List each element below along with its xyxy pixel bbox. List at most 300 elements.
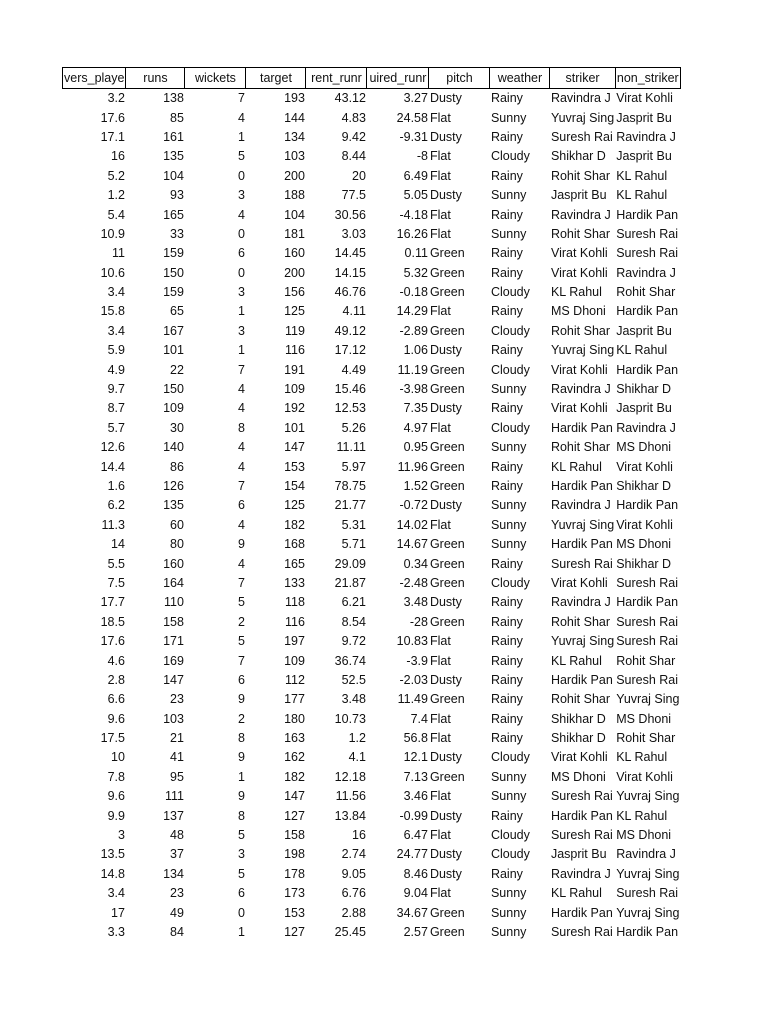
table-cell[interactable]: 4 bbox=[238, 401, 245, 416]
table-cell[interactable]: Rohit Shar bbox=[550, 168, 611, 183]
column-header[interactable] bbox=[615, 68, 680, 89]
table-cell[interactable]: 25.45 bbox=[334, 924, 366, 939]
table-cell[interactable]: 125 bbox=[284, 498, 305, 513]
table-cell[interactable]: Rainy bbox=[490, 866, 523, 881]
table-cell[interactable]: Dusty bbox=[429, 498, 462, 513]
table-cell[interactable]: 169 bbox=[163, 653, 184, 668]
table-cell[interactable]: Dusty bbox=[429, 847, 462, 862]
table-cell[interactable]: Virat Kohli bbox=[616, 459, 673, 474]
table-cell[interactable]: Virat Kohli bbox=[550, 750, 608, 765]
table-cell[interactable]: 6 bbox=[238, 672, 245, 687]
table-cell[interactable]: Green bbox=[429, 692, 465, 707]
table-cell[interactable]: Virat Kohli bbox=[550, 265, 608, 280]
table-cell[interactable]: Rainy bbox=[490, 91, 523, 106]
table-cell[interactable]: Ravindra J bbox=[550, 498, 611, 513]
table-cell[interactable]: 5.32 bbox=[403, 265, 428, 280]
table-cell[interactable]: 3.4 bbox=[107, 886, 125, 901]
table-cell[interactable]: 11.19 bbox=[397, 362, 428, 377]
table-cell[interactable]: Hardik Pan bbox=[616, 924, 679, 939]
table-cell[interactable]: 10.9 bbox=[100, 226, 125, 241]
table-cell[interactable]: Hardik Pan bbox=[616, 595, 679, 610]
table-cell[interactable]: Green bbox=[429, 905, 465, 920]
table-cell[interactable]: Rainy bbox=[490, 459, 523, 474]
table-cell[interactable]: Yuvraj Sing bbox=[550, 634, 615, 649]
column-header[interactable] bbox=[63, 68, 126, 89]
table-cell[interactable]: 24.58 bbox=[396, 110, 428, 125]
table-cell[interactable]: Flat bbox=[429, 828, 451, 843]
table-cell[interactable]: 16.26 bbox=[396, 226, 428, 241]
table-cell[interactable]: Ravindra J bbox=[616, 129, 676, 144]
table-cell[interactable]: Yuvraj Sing bbox=[616, 692, 680, 707]
table-cell[interactable]: Flat bbox=[429, 304, 451, 319]
table-cell[interactable]: 10 bbox=[111, 750, 125, 765]
table-cell[interactable]: Dusty bbox=[429, 343, 462, 358]
table-cell[interactable]: 6.21 bbox=[341, 595, 366, 610]
table-cell[interactable]: 5.7 bbox=[107, 420, 125, 435]
table-cell[interactable]: 147 bbox=[284, 440, 305, 455]
table-cell[interactable]: Rainy bbox=[490, 343, 523, 358]
table-cell[interactable]: Shikhar D bbox=[550, 731, 606, 746]
table-cell[interactable]: Hardik Pan bbox=[550, 808, 613, 823]
table-cell[interactable]: Rainy bbox=[490, 265, 523, 280]
table-cell[interactable]: 17.7 bbox=[100, 595, 125, 610]
table-cell[interactable]: 0.34 bbox=[403, 556, 428, 571]
table-cell[interactable]: Dusty bbox=[429, 129, 462, 144]
table-cell[interactable]: Yuvraj Sing bbox=[616, 866, 680, 881]
table-cell[interactable]: 161 bbox=[163, 129, 184, 144]
table-cell[interactable]: 37 bbox=[170, 847, 184, 862]
table-cell[interactable]: MS Dhoni bbox=[550, 769, 606, 784]
table-cell[interactable]: 5.31 bbox=[341, 517, 366, 532]
table-cell[interactable]: 126 bbox=[163, 479, 184, 493]
table-cell[interactable]: 3.46 bbox=[403, 789, 428, 804]
table-cell[interactable]: 7 bbox=[238, 653, 245, 668]
table-cell[interactable]: Ravindra J bbox=[550, 207, 611, 222]
table-cell[interactable]: -0.72 bbox=[399, 498, 428, 513]
table-cell[interactable]: 2.57 bbox=[403, 924, 428, 939]
table-cell[interactable]: 14.4 bbox=[100, 459, 125, 474]
table-cell[interactable]: 1 bbox=[238, 343, 245, 358]
table-cell[interactable]: -0.99 bbox=[399, 808, 428, 823]
table-cell[interactable]: Flat bbox=[429, 711, 451, 726]
table-cell[interactable]: 4.11 bbox=[342, 304, 366, 319]
table-cell[interactable]: 8.46 bbox=[403, 866, 428, 881]
table-cell[interactable]: 125 bbox=[284, 304, 305, 319]
table-cell[interactable]: 34.67 bbox=[396, 905, 428, 920]
table-cell[interactable]: Green bbox=[429, 440, 465, 455]
table-cell[interactable]: 160 bbox=[163, 556, 184, 571]
table-cell[interactable]: 165 bbox=[284, 556, 305, 571]
table-cell[interactable]: Sunny bbox=[490, 498, 527, 513]
table-cell[interactable]: 49.12 bbox=[334, 323, 366, 338]
table-cell[interactable]: Green bbox=[429, 285, 465, 300]
table-cell[interactable]: 5.26 bbox=[341, 420, 366, 435]
table-cell[interactable]: 6 bbox=[238, 498, 245, 513]
table-cell[interactable]: 7 bbox=[238, 575, 245, 590]
table-cell[interactable]: Rohit Shar bbox=[550, 614, 611, 629]
table-cell[interactable]: 6.6 bbox=[107, 692, 125, 707]
table-cell[interactable]: Hardik Pan bbox=[550, 479, 613, 493]
table-cell[interactable]: 127 bbox=[284, 808, 305, 823]
table-cell[interactable]: Rainy bbox=[490, 168, 523, 183]
table-cell[interactable]: Rainy bbox=[490, 711, 523, 726]
table-cell[interactable]: Ravindra J bbox=[616, 847, 676, 862]
table-cell[interactable]: 110 bbox=[164, 595, 184, 610]
table-cell[interactable]: 160 bbox=[284, 246, 305, 261]
table-cell[interactable]: 6.76 bbox=[341, 886, 366, 901]
table-cell[interactable]: 7.4 bbox=[410, 711, 428, 726]
table-cell[interactable]: KL Rahul bbox=[550, 285, 602, 300]
table-cell[interactable]: Hardik Pan bbox=[550, 537, 613, 552]
table-cell[interactable]: 178 bbox=[284, 866, 305, 881]
table-cell[interactable]: Sunny bbox=[490, 924, 527, 939]
table-cell[interactable]: Sunny bbox=[490, 226, 527, 241]
table-cell[interactable]: 8 bbox=[238, 808, 245, 823]
table-cell[interactable]: Dusty bbox=[429, 808, 462, 823]
table-cell[interactable]: 144 bbox=[284, 110, 305, 125]
table-cell[interactable]: KL Rahul bbox=[550, 886, 602, 901]
table-cell[interactable]: 4.9 bbox=[107, 362, 125, 377]
table-cell[interactable]: 78.75 bbox=[334, 479, 366, 493]
table-cell[interactable]: Green bbox=[429, 246, 465, 261]
table-cell[interactable]: 182 bbox=[284, 769, 305, 784]
table-cell[interactable]: 12.18 bbox=[334, 769, 366, 784]
table-cell[interactable]: 153 bbox=[284, 905, 305, 920]
table-cell[interactable]: 46.76 bbox=[334, 285, 366, 300]
table-cell[interactable]: Suresh Rai bbox=[550, 828, 613, 843]
table-cell[interactable]: 23 bbox=[170, 692, 184, 707]
table-cell[interactable]: Rainy bbox=[490, 653, 523, 668]
table-cell[interactable]: Rainy bbox=[490, 401, 523, 416]
table-cell[interactable]: 3.3 bbox=[107, 924, 125, 939]
table-cell[interactable]: 22 bbox=[170, 362, 184, 377]
table-cell[interactable]: 7 bbox=[238, 362, 245, 377]
table-cell[interactable]: 103 bbox=[163, 711, 184, 726]
table-cell[interactable]: 8.44 bbox=[341, 149, 366, 164]
table-cell[interactable]: Suresh Rai bbox=[616, 575, 679, 590]
table-cell[interactable]: 15.46 bbox=[334, 382, 366, 397]
table-cell[interactable]: 14.8 bbox=[100, 866, 125, 881]
table-cell[interactable]: 9.42 bbox=[341, 129, 366, 144]
table-cell[interactable]: Sunny bbox=[490, 905, 527, 920]
table-cell[interactable]: Flat bbox=[429, 168, 451, 183]
table-cell[interactable]: 13.5 bbox=[100, 847, 125, 862]
table-cell[interactable]: 147 bbox=[163, 672, 184, 687]
table-cell[interactable]: 191 bbox=[284, 362, 305, 377]
table-cell[interactable]: Jasprit Bu bbox=[616, 323, 672, 338]
table-cell[interactable]: Shikhar D bbox=[550, 711, 606, 726]
table-cell[interactable]: 3 bbox=[238, 188, 245, 203]
table-cell[interactable]: 43.12 bbox=[334, 91, 366, 106]
table-cell[interactable]: Rainy bbox=[490, 479, 523, 493]
table-cell[interactable]: 101 bbox=[284, 420, 305, 435]
table-cell[interactable]: Sunny bbox=[490, 188, 527, 203]
table-cell[interactable]: Green bbox=[429, 323, 465, 338]
table-cell[interactable]: 17.6 bbox=[100, 110, 125, 125]
table-cell[interactable]: Cloudy bbox=[490, 828, 530, 843]
table-cell[interactable]: 119 bbox=[285, 323, 305, 338]
table-cell[interactable]: 2 bbox=[238, 711, 245, 726]
table-cell[interactable]: 3 bbox=[118, 828, 125, 843]
table-cell[interactable]: Cloudy bbox=[490, 323, 530, 338]
table-cell[interactable]: Ravindra J bbox=[550, 382, 611, 397]
table-cell[interactable]: 167 bbox=[163, 323, 184, 338]
table-cell[interactable]: 200 bbox=[284, 168, 305, 183]
table-cell[interactable]: 20 bbox=[352, 168, 366, 183]
table-cell[interactable]: 8 bbox=[238, 420, 245, 435]
table-cell[interactable]: 192 bbox=[284, 401, 305, 416]
table-cell[interactable]: Ravindra J bbox=[550, 91, 611, 106]
table-cell[interactable]: 9.04 bbox=[403, 886, 428, 901]
table-cell[interactable]: Hardik Pan bbox=[616, 207, 679, 222]
table-cell[interactable]: -8 bbox=[416, 149, 428, 164]
table-cell[interactable]: Suresh Rai bbox=[550, 924, 613, 939]
table-cell[interactable]: 30.56 bbox=[334, 207, 366, 222]
table-cell[interactable]: 153 bbox=[284, 459, 305, 474]
table-cell[interactable]: 116 bbox=[285, 343, 305, 358]
table-cell[interactable]: Sunny bbox=[490, 517, 527, 532]
table-cell[interactable]: 200 bbox=[284, 265, 305, 280]
table-cell[interactable]: 29.09 bbox=[334, 556, 366, 571]
table-cell[interactable]: 6.49 bbox=[403, 168, 428, 183]
table-cell[interactable]: 4 bbox=[238, 110, 245, 125]
table-cell[interactable]: 9.7 bbox=[107, 382, 125, 397]
table-cell[interactable]: 11.96 bbox=[397, 459, 428, 474]
table-cell[interactable]: Hardik Pan bbox=[550, 672, 613, 687]
table-cell[interactable]: Virat Kohli bbox=[616, 769, 673, 784]
table-cell[interactable]: 10.73 bbox=[334, 711, 366, 726]
table-cell[interactable]: Rainy bbox=[490, 207, 523, 222]
table-cell[interactable]: 9 bbox=[238, 750, 245, 765]
table-cell[interactable]: 111 bbox=[164, 789, 184, 804]
table-cell[interactable]: Suresh Rai bbox=[616, 246, 679, 261]
column-header[interactable] bbox=[429, 68, 490, 89]
table-cell[interactable]: Green bbox=[429, 924, 465, 939]
table-cell[interactable]: 17 bbox=[111, 905, 125, 920]
table-cell[interactable]: Dusty bbox=[429, 595, 462, 610]
table-cell[interactable]: Sunny bbox=[490, 789, 527, 804]
table-cell[interactable]: 159 bbox=[163, 285, 184, 300]
table-cell[interactable]: Green bbox=[429, 265, 465, 280]
table-cell[interactable]: Hardik Pan bbox=[616, 362, 679, 377]
table-cell[interactable]: 140 bbox=[163, 440, 184, 455]
table-cell[interactable]: Cloudy bbox=[490, 575, 530, 590]
table-cell[interactable]: 5.71 bbox=[341, 537, 366, 552]
table-cell[interactable]: 12.53 bbox=[334, 401, 366, 416]
table-cell[interactable]: Yuvraj Sing bbox=[550, 517, 615, 532]
table-cell[interactable]: Yuvraj Sing bbox=[550, 343, 615, 358]
table-cell[interactable]: 158 bbox=[163, 614, 184, 629]
table-cell[interactable]: Rohit Shar bbox=[616, 285, 676, 300]
table-cell[interactable]: 85 bbox=[170, 110, 184, 125]
table-cell[interactable]: Ravindra J bbox=[616, 265, 676, 280]
table-cell[interactable]: 4 bbox=[238, 207, 245, 222]
table-cell[interactable]: 109 bbox=[284, 382, 305, 397]
table-cell[interactable]: 9.72 bbox=[341, 634, 366, 649]
table-cell[interactable]: 4.49 bbox=[341, 362, 366, 377]
table-cell[interactable]: 198 bbox=[284, 847, 305, 862]
table-cell[interactable]: 3.48 bbox=[403, 595, 428, 610]
table-cell[interactable]: 133 bbox=[284, 575, 305, 590]
table-cell[interactable]: 156 bbox=[284, 285, 305, 300]
table-cell[interactable]: MS Dhoni bbox=[616, 440, 672, 455]
table-cell[interactable]: Flat bbox=[429, 420, 451, 435]
table-cell[interactable]: 21.87 bbox=[334, 575, 366, 590]
table-cell[interactable]: 103 bbox=[284, 149, 305, 164]
table-cell[interactable]: 7.35 bbox=[403, 401, 428, 416]
table-cell[interactable]: 60 bbox=[170, 517, 184, 532]
table-cell[interactable]: Virat Kohli bbox=[550, 575, 608, 590]
table-cell[interactable]: 5.9 bbox=[107, 343, 125, 358]
table-cell[interactable]: 164 bbox=[163, 575, 184, 590]
table-cell[interactable]: 0.95 bbox=[403, 440, 428, 455]
table-cell[interactable]: 13.84 bbox=[334, 808, 366, 823]
table-cell[interactable]: Rainy bbox=[490, 595, 523, 610]
table-cell[interactable]: Ravindra J bbox=[550, 595, 611, 610]
table-cell[interactable]: Rainy bbox=[490, 731, 523, 746]
table-cell[interactable]: Sunny bbox=[490, 537, 527, 552]
table-cell[interactable]: 2.74 bbox=[341, 847, 366, 862]
table-cell[interactable]: 118 bbox=[285, 595, 305, 610]
table-cell[interactable]: 3.2 bbox=[107, 91, 125, 106]
table-cell[interactable]: Flat bbox=[429, 517, 451, 532]
table-cell[interactable]: Shikhar D bbox=[616, 382, 672, 397]
table-cell[interactable]: Rohit Shar bbox=[550, 692, 611, 707]
table-cell[interactable]: 5 bbox=[238, 595, 245, 610]
table-cell[interactable]: 0 bbox=[238, 168, 245, 183]
table-cell[interactable]: Dusty bbox=[429, 188, 462, 203]
table-cell[interactable]: KL Rahul bbox=[550, 653, 602, 668]
table-cell[interactable]: 23 bbox=[170, 886, 184, 901]
table-cell[interactable]: Green bbox=[429, 479, 465, 493]
table-cell[interactable]: 3 bbox=[238, 323, 245, 338]
table-cell[interactable]: 9 bbox=[238, 789, 245, 804]
table-cell[interactable]: 4 bbox=[238, 440, 245, 455]
table-cell[interactable]: 8 bbox=[238, 731, 245, 746]
table-cell[interactable]: 134 bbox=[163, 866, 184, 881]
table-cell[interactable]: 16 bbox=[111, 149, 125, 164]
table-cell[interactable]: 5 bbox=[238, 866, 245, 881]
table-cell[interactable]: Virat Kohli bbox=[550, 246, 608, 261]
table-cell[interactable]: KL Rahul bbox=[616, 750, 668, 765]
table-cell[interactable]: 4.97 bbox=[403, 420, 428, 435]
table-cell[interactable]: 17.1 bbox=[100, 129, 125, 144]
table-cell[interactable]: Cloudy bbox=[490, 285, 530, 300]
table-cell[interactable]: Rainy bbox=[490, 246, 523, 261]
table-cell[interactable]: Rainy bbox=[490, 808, 523, 823]
table-cell[interactable]: 4.6 bbox=[107, 653, 125, 668]
table-cell[interactable]: Green bbox=[429, 575, 465, 590]
table-cell[interactable]: 197 bbox=[284, 634, 305, 649]
table-cell[interactable]: 165 bbox=[163, 207, 184, 222]
table-cell[interactable]: 52.5 bbox=[341, 672, 366, 687]
table-cell[interactable]: 7 bbox=[238, 91, 245, 106]
table-cell[interactable]: 17.6 bbox=[100, 634, 125, 649]
table-cell[interactable]: 116 bbox=[285, 614, 305, 629]
table-cell[interactable]: 158 bbox=[284, 828, 305, 843]
table-cell[interactable]: Rohit Shar bbox=[550, 440, 611, 455]
table-cell[interactable]: Rohit Shar bbox=[616, 731, 676, 746]
table-cell[interactable]: Virat Kohli bbox=[616, 517, 673, 532]
table-cell[interactable]: Jasprit Bu bbox=[616, 401, 672, 416]
table-cell[interactable]: 11.3 bbox=[101, 517, 125, 532]
table-cell[interactable]: 14.67 bbox=[396, 537, 428, 552]
table-cell[interactable]: 10.6 bbox=[100, 265, 125, 280]
table-cell[interactable]: 14.45 bbox=[334, 246, 366, 261]
table-cell[interactable]: 3.48 bbox=[341, 692, 366, 707]
table-cell[interactable]: Suresh Rai bbox=[616, 886, 679, 901]
table-cell[interactable]: Flat bbox=[429, 789, 451, 804]
table-cell[interactable]: 6.47 bbox=[403, 828, 428, 843]
table-cell[interactable]: Sunny bbox=[490, 440, 527, 455]
table-cell[interactable]: 5.05 bbox=[403, 188, 428, 203]
column-header[interactable] bbox=[246, 68, 306, 89]
table-cell[interactable]: Rainy bbox=[490, 129, 523, 144]
table-cell[interactable]: 135 bbox=[163, 149, 184, 164]
table-cell[interactable]: Flat bbox=[429, 886, 451, 901]
table-cell[interactable]: 173 bbox=[284, 886, 305, 901]
table-cell[interactable]: Green bbox=[429, 556, 465, 571]
table-cell[interactable]: 0 bbox=[238, 226, 245, 241]
table-cell[interactable]: Virat Kohli bbox=[550, 362, 608, 377]
table-cell[interactable]: Suresh Rai bbox=[616, 672, 679, 687]
table-cell[interactable]: 0.11 bbox=[404, 246, 428, 261]
table-cell[interactable]: 4 bbox=[238, 517, 245, 532]
table-cell[interactable]: 4 bbox=[238, 459, 245, 474]
table-cell[interactable]: KL Rahul bbox=[616, 808, 668, 823]
table-cell[interactable]: 17.5 bbox=[100, 731, 125, 746]
table-cell[interactable]: 5.97 bbox=[341, 459, 366, 474]
table-cell[interactable]: Shikhar D bbox=[616, 479, 672, 493]
column-header[interactable] bbox=[490, 68, 550, 89]
table-cell[interactable]: 150 bbox=[163, 265, 184, 280]
table-cell[interactable]: 17.12 bbox=[334, 343, 366, 358]
table-cell[interactable]: Green bbox=[429, 769, 465, 784]
table-cell[interactable]: Suresh Rai bbox=[616, 226, 679, 241]
table-cell[interactable]: Yuvraj Sing bbox=[616, 789, 680, 804]
table-cell[interactable]: Rainy bbox=[490, 556, 523, 571]
table-cell[interactable]: KL Rahul bbox=[616, 188, 668, 203]
table-cell[interactable]: 181 bbox=[284, 226, 305, 241]
table-cell[interactable]: 1.06 bbox=[403, 343, 428, 358]
column-header[interactable] bbox=[185, 68, 246, 89]
table-cell[interactable]: 1.2 bbox=[107, 188, 125, 203]
table-cell[interactable]: 9.9 bbox=[107, 808, 125, 823]
table-cell[interactable]: 18.5 bbox=[100, 614, 125, 629]
table-cell[interactable]: 33 bbox=[170, 226, 184, 241]
table-cell[interactable]: 3.03 bbox=[341, 226, 366, 241]
table-cell[interactable]: Suresh Rai bbox=[550, 129, 613, 144]
table-cell[interactable]: -3.98 bbox=[399, 382, 428, 397]
table-cell[interactable]: 9.05 bbox=[341, 866, 366, 881]
table-cell[interactable]: Hardik Pan bbox=[616, 304, 679, 319]
table-cell[interactable]: 150 bbox=[163, 382, 184, 397]
table-cell[interactable]: Green bbox=[429, 537, 465, 552]
table-cell[interactable]: 14.02 bbox=[396, 517, 428, 532]
table-cell[interactable]: 109 bbox=[163, 401, 184, 416]
table-cell[interactable]: Dusty bbox=[429, 750, 462, 765]
table-cell[interactable]: KL Rahul bbox=[616, 168, 668, 183]
table-cell[interactable]: 9.6 bbox=[107, 789, 125, 804]
table-cell[interactable]: Green bbox=[429, 459, 465, 474]
table-cell[interactable]: 104 bbox=[163, 168, 184, 183]
table-cell[interactable]: 109 bbox=[284, 653, 305, 668]
table-cell[interactable]: 162 bbox=[284, 750, 305, 765]
table-cell[interactable]: Cloudy bbox=[490, 420, 530, 435]
table-cell[interactable]: KL Rahul bbox=[550, 459, 602, 474]
table-cell[interactable]: -9.31 bbox=[399, 129, 428, 144]
table-cell[interactable]: 49 bbox=[170, 905, 184, 920]
